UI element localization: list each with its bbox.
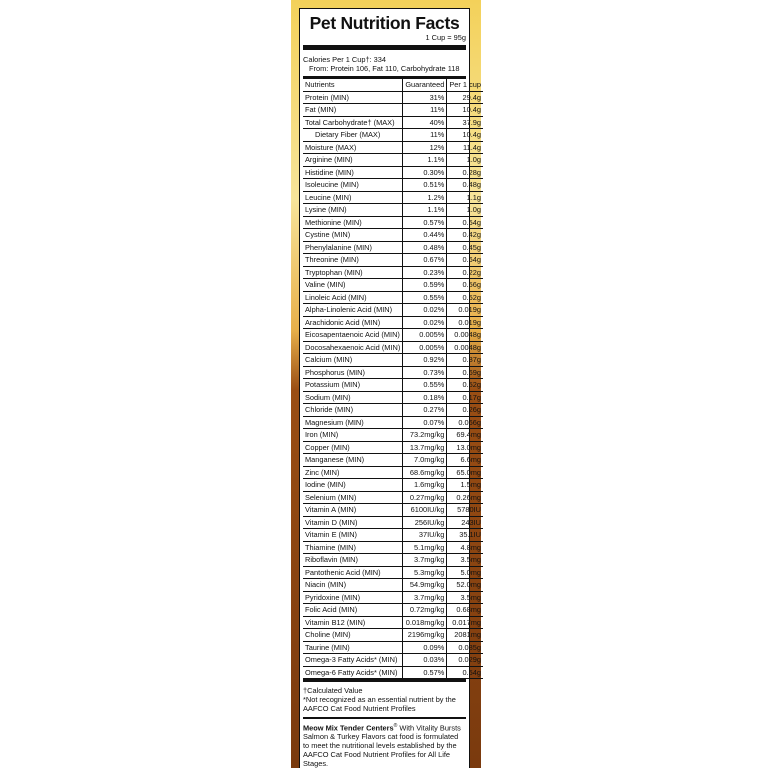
page-title: Pet Nutrition Facts [309,13,460,33]
guaranteed-value: 0.44% [403,229,447,242]
table-row [303,491,483,504]
guaranteed-value: 2196mg/kg [403,629,447,642]
table-row [303,466,483,479]
nutrient-name: Alpha-Linolenic Acid (MIN) [305,305,393,314]
nutrient-name: Dietary Fiber (MAX) [315,130,381,139]
per-cup-value: 0.48g [447,179,483,192]
guaranteed-value: 7.0mg/kg [403,454,447,467]
nutrient-name: Vitamin B12 (MIN) [305,617,366,627]
per-cup-value: 4.8mg [447,541,483,554]
nutrient-name: Pyridoxine (MIN) [305,592,361,602]
per-cup-value: 69.4mg [447,429,483,442]
guaranteed-value: 0.72mg/kg [403,604,447,617]
table-row [303,454,483,467]
nutrient-name: Pantothenic Acid (MIN) [305,567,381,577]
nutrient-name: Threonine (MIN) [305,255,359,264]
table-row [303,529,483,542]
per-cup-value: 0.54g [447,216,483,229]
table-row [303,504,483,517]
nutrient-name: Eicosapentaenoic Acid (MIN) [305,330,400,339]
per-cup-value: 3.5mg [447,591,483,604]
nutrient-name: Cystine (MIN) [305,230,351,239]
nutrient-name: Copper (MIN) [305,442,350,452]
guaranteed-value: 0.48% [403,241,447,254]
table-row [303,316,483,329]
table-row [303,241,483,254]
guaranteed-value: 0.59% [403,279,447,292]
per-cup-value: 0.066g [447,416,483,429]
table-row [303,516,483,529]
per-cup-value: 0.085g [447,641,483,654]
nutrient-name: Leucine (MIN) [305,192,352,202]
table-row [303,429,483,442]
guaranteed-value: 0.27mg/kg [403,491,447,504]
guaranteed-value: 0.02% [403,304,447,317]
table-row [303,141,483,154]
nutrient-table [303,79,483,679]
guaranteed-value: 3.7mg/kg [403,554,447,567]
nutrient-name: Linoleic Acid (MIN) [305,292,367,302]
calories-from: From: Protein 106, Fat 110, Carbohydrate 118 [309,64,460,73]
nutrient-name: Vitamin A (MIN) [305,505,357,514]
per-cup-value: 10.4g [447,129,483,142]
guaranteed-value: 0.67% [403,254,447,267]
nutrient-name: Fat (MIN) [305,105,337,114]
guaranteed-value: 73.2mg/kg [403,429,447,442]
serving-size: 1 Cup = 95g [303,33,466,50]
table-row [303,616,483,629]
guaranteed-value: 5.1mg/kg [403,541,447,554]
footnote-not-recognized: *Not recognized as an essential nutrient by the AAFCO Cat Food Nutrient Profiles [303,695,456,713]
nutrient-name: Vitamin E (MIN) [305,530,358,539]
nutrient-name: Tryptophan (MIN) [305,267,363,277]
per-cup-value: 0.52g [447,291,483,304]
table-header-row [303,79,483,91]
nutrient-name: Niacin (MIN) [305,580,347,589]
per-cup-value: 1.5mg [447,479,483,492]
nutrient-name: Valine (MIN) [305,280,346,289]
per-cup-value: 0.64g [447,254,483,267]
nutrient-rows [303,91,483,679]
guaranteed-value: 0.92% [403,354,447,367]
table-row [303,579,483,592]
per-cup-value: 1.1g [447,191,483,204]
guaranteed-value: 0.73% [403,366,447,379]
guaranteed-value: 37IU/kg [403,529,447,542]
table-row [303,104,483,117]
guaranteed-value: 0.57% [403,666,447,679]
nutrient-name: Histidine (MIN) [305,167,354,177]
table-row [303,416,483,429]
guaranteed-value: 1.1% [403,154,447,167]
table-row [303,229,483,242]
guaranteed-value: 256IU/kg [403,516,447,529]
table-row [303,254,483,267]
per-cup-value: 5780IU [447,504,483,517]
guaranteed-value: 1.6mg/kg [403,479,447,492]
guaranteed-value: 0.23% [403,266,447,279]
table-row [303,266,483,279]
guaranteed-value: 1.2% [403,191,447,204]
per-cup-value: 0.029g [447,654,483,667]
table-row [303,279,483,292]
nutrient-name: Calcium (MIN) [305,355,353,364]
description-text: With Vitality Bursts Salmon & Turkey Flavors cat food is formulated to meet the nutritional levels established by the AAFCO Cat Food Nutrient Profiles for All Life Stages. [303,723,461,768]
guaranteed-value: 0.55% [403,379,447,392]
guaranteed-value: 0.02% [403,316,447,329]
column-header-guaranteed: Guaranteed [403,79,447,91]
per-cup-value: 11.4g [447,141,483,154]
table-row [303,166,483,179]
guaranteed-value: 0.005% [403,329,447,342]
per-cup-value: 0.0048g [447,329,483,342]
per-cup-value: 0.17g [447,391,483,404]
table-row [303,91,483,104]
per-cup-value: 10.4g [447,104,483,117]
per-cup-value: 243IU [447,516,483,529]
table-row [303,366,483,379]
nutrient-name: Folic Acid (MIN) [305,605,358,614]
nutrient-name: Thiamine (MIN) [305,542,356,552]
table-row [303,341,483,354]
guaranteed-value: 0.27% [403,404,447,417]
table-row [303,116,483,129]
calories-section [303,50,466,79]
guaranteed-value: 0.005% [403,341,447,354]
brand-name: Meow Mix Tender Centers [303,723,394,733]
guaranteed-value: 0.18% [403,391,447,404]
nutrient-name: Iodine (MIN) [305,480,346,489]
product-description [303,717,466,768]
nutrient-name: Total Carbohydrate† (MAX) [305,117,395,127]
per-cup-value: 0.54g [447,666,483,679]
nutrient-name: Methionine (MIN) [305,217,362,227]
per-cup-value: 6.6mg [447,454,483,467]
nutrient-name: Chloride (MIN) [305,405,354,414]
nutrient-name: Phenylalanine (MIN) [305,242,372,252]
per-cup-value: 0.019g [447,304,483,317]
nutrient-name: Omega-6 Fatty Acids* (MIN) [305,667,398,677]
per-cup-value: 65.0mg [447,466,483,479]
guaranteed-value: 0.09% [403,641,447,654]
nutrient-name: Choline (MIN) [305,630,351,639]
table-row [303,441,483,454]
guaranteed-value: 12% [403,141,447,154]
nutrient-name: Zinc (MIN) [305,467,340,477]
nutrient-name: Arachidonic Acid (MIN) [305,317,381,327]
nutrient-name: Omega-3 Fatty Acids* (MIN) [305,655,398,664]
per-cup-value: 0.28g [447,166,483,179]
per-cup-value: 0.017mg [447,616,483,629]
per-cup-value: 0.87g [447,354,483,367]
calories-line: Calories Per 1 Cup†: 334 [303,55,386,64]
table-row [303,379,483,392]
per-cup-value: 0.019g [447,316,483,329]
per-cup-value: 1.0g [447,154,483,167]
guaranteed-value: 0.07% [403,416,447,429]
table-row [303,179,483,192]
per-cup-value: 0.26mg [447,491,483,504]
per-cup-value: 29.4g [447,91,483,104]
nutrient-name: Potassium (MIN) [305,380,361,389]
table-row [303,329,483,342]
per-cup-value: 37.9g [447,116,483,129]
table-row [303,291,483,304]
table-row [303,629,483,642]
per-cup-value: 1.0g [447,204,483,217]
per-cup-value: 52.0mg [447,579,483,592]
guaranteed-value: 0.30% [403,166,447,179]
guaranteed-value: 54.9mg/kg [403,579,447,592]
per-cup-value: 0.45g [447,241,483,254]
column-header-nutrients: Nutrients [305,80,335,89]
nutrition-facts-panel [299,8,481,768]
table-row [303,129,483,142]
guaranteed-value: 11% [403,104,447,117]
column-header-per-cup: Per 1 cup [447,79,483,91]
table-row [303,404,483,417]
guaranteed-value: 68.6mg/kg [403,466,447,479]
guaranteed-value: 0.51% [403,179,447,192]
table-row [303,479,483,492]
table-row [303,666,483,679]
nutrient-name: Iron (MIN) [305,430,339,439]
nutrient-name: Phosphorus (MIN) [305,367,365,377]
table-row [303,641,483,654]
guaranteed-value: 5.3mg/kg [403,566,447,579]
nutrient-name: Docosahexaenoic Acid (MIN) [305,342,401,352]
per-cup-value: 0.56g [447,279,483,292]
table-row [303,604,483,617]
per-cup-value: 35.1IU [447,529,483,542]
guaranteed-value: 0.018mg/kg [403,616,447,629]
table-row [303,216,483,229]
guaranteed-value: 11% [403,129,447,142]
table-row [303,591,483,604]
table-row [303,554,483,567]
registered-mark: ® [393,723,398,729]
per-cup-value: 0.68mg [447,604,483,617]
nutrient-name: Protein (MIN) [305,92,349,102]
table-row [303,541,483,554]
nutrient-name: Taurine (MIN) [305,642,350,652]
guaranteed-value: 1.1% [403,204,447,217]
per-cup-value: 0.69g [447,366,483,379]
table-row [303,304,483,317]
nutrient-name: Arginine (MIN) [305,155,353,164]
guaranteed-value: 0.03% [403,654,447,667]
footnote-calculated: †Calculated Value [303,686,363,695]
table-row [303,154,483,167]
guaranteed-value: 31% [403,91,447,104]
per-cup-value: 0.0048g [447,341,483,354]
per-cup-value: 0.26g [447,404,483,417]
guaranteed-value: 6100IU/kg [403,504,447,517]
table-row [303,391,483,404]
nutrient-name: Selenium (MIN) [305,492,357,502]
footnotes [303,679,466,717]
per-cup-value: 0.22g [447,266,483,279]
table-row [303,654,483,667]
per-cup-value: 13.0mg [447,441,483,454]
nutrient-name: Moisture (MAX) [305,142,357,152]
guaranteed-value: 40% [403,116,447,129]
per-cup-value: 0.52g [447,379,483,392]
nutrient-name: Lysine (MIN) [305,205,347,214]
nutrient-name: Manganese (MIN) [305,455,365,464]
table-row [303,566,483,579]
per-cup-value: 5.0mg [447,566,483,579]
nutrient-name: Sodium (MIN) [305,392,351,402]
table-row [303,204,483,217]
nutrient-name: Isoleucine (MIN) [305,180,359,189]
guaranteed-value: 3.7mg/kg [403,591,447,604]
nutrient-name: Magnesium (MIN) [305,417,364,427]
nutrient-name: Vitamin D (MIN) [305,517,358,527]
guaranteed-value: 13.7mg/kg [403,441,447,454]
guaranteed-value: 0.55% [403,291,447,304]
per-cup-value: 0.42g [447,229,483,242]
table-row [303,191,483,204]
guaranteed-value: 0.57% [403,216,447,229]
table-row [303,354,483,367]
per-cup-value: 3.5mg [447,554,483,567]
per-cup-value: 2081mg [447,629,483,642]
nutrient-name: Riboflavin (MIN) [305,555,358,564]
